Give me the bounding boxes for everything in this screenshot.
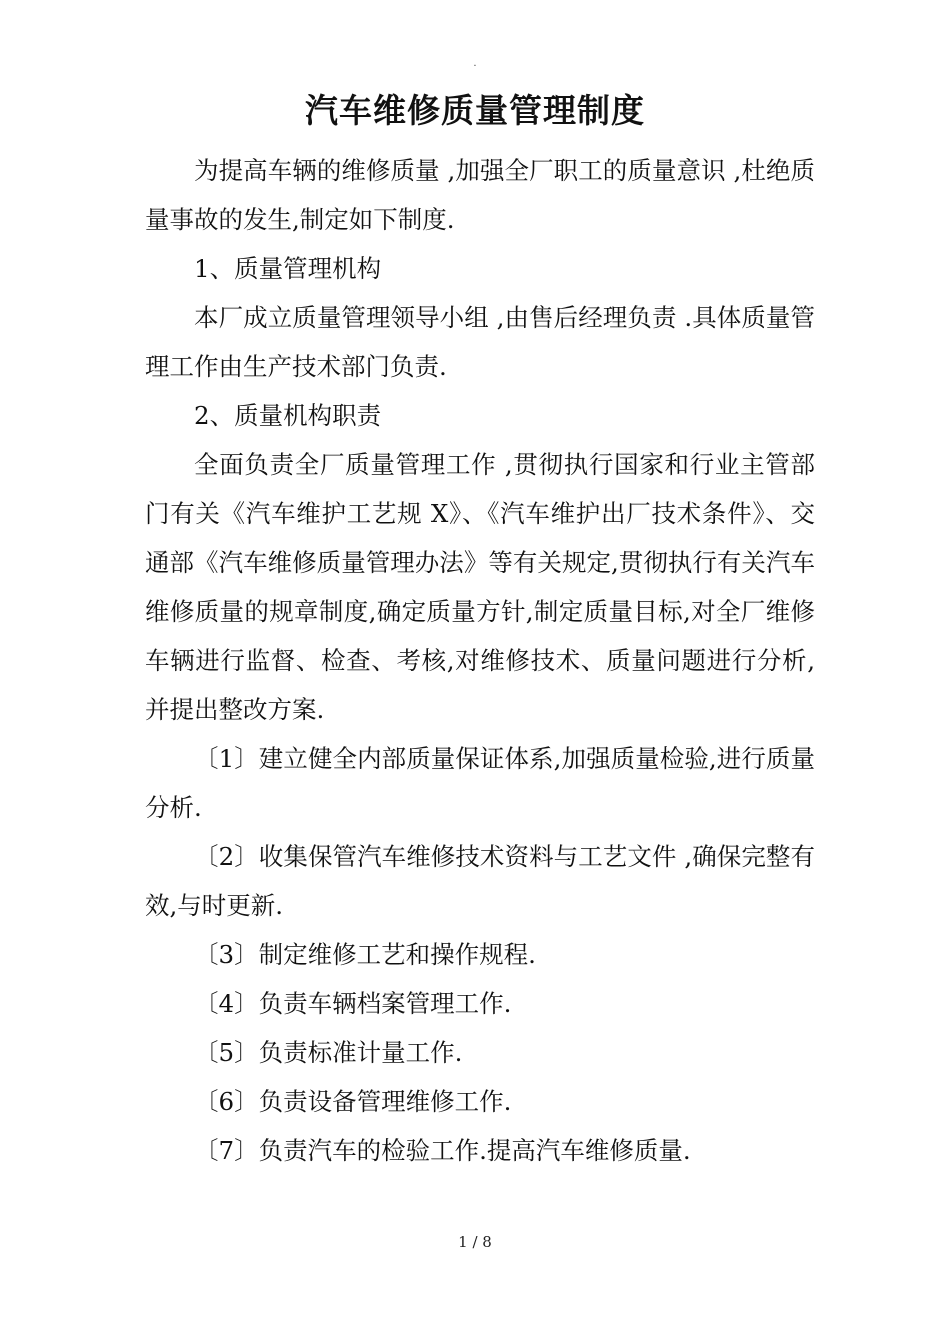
section-1-paragraph: 本厂成立质量管理领导小组 ,由售后经理负责 .具体质量管理工作由生产技术部门负责. bbox=[145, 303, 815, 381]
list-item-6: 〔6〕负责设备管理维修工作. bbox=[194, 1087, 512, 1116]
list-item-2: 〔2〕收集保管汽车维修技术资料与工艺文件 ,确保完整有效,与时更新. bbox=[145, 842, 815, 920]
list-item-5: 〔5〕负责标准计量工作. bbox=[194, 1038, 463, 1067]
section-heading-2: 2、质量机构职责 bbox=[194, 401, 382, 430]
document-body bbox=[145, 146, 815, 1175]
page-number: 1 / 8 bbox=[458, 1233, 492, 1251]
list-item-1: 〔1〕建立健全内部质量保证体系,加强质量检验,进行质量分析. bbox=[145, 744, 815, 822]
document-title: 汽车维修质量管理制度 bbox=[305, 91, 645, 130]
list-item-3: 〔3〕制定维修工艺和操作规程. bbox=[194, 940, 536, 969]
header-mark: . bbox=[473, 58, 477, 69]
intro-paragraph: 为提高车辆的维修质量 ,加强全厂职工的质量意识 ,杜绝质量事故的发生,制定如下制度. bbox=[145, 156, 815, 234]
list-item-7: 〔7〕负责汽车的检验工作.提高汽车维修质量. bbox=[194, 1136, 691, 1165]
section-2-paragraph: 全面负责全厂质量管理工作 ,贯彻执行国家和行业主管部门有关《汽车维护工艺规 X》、《汽车维护出厂技术条件》、交通部《汽车维修质量管理办法》等有关规定,贯彻执行有关汽车维修质量的规章制度,确定质量方针,制定质量目标,对全厂维修车辆进行监督、检查、考核,对维修技术、质量问题进行分析,并提出整改方案. bbox=[145, 450, 815, 724]
list-item-4: 〔4〕负责车辆档案管理工作. bbox=[194, 989, 512, 1018]
section-heading-1: 1、质量管理机构 bbox=[194, 254, 382, 283]
